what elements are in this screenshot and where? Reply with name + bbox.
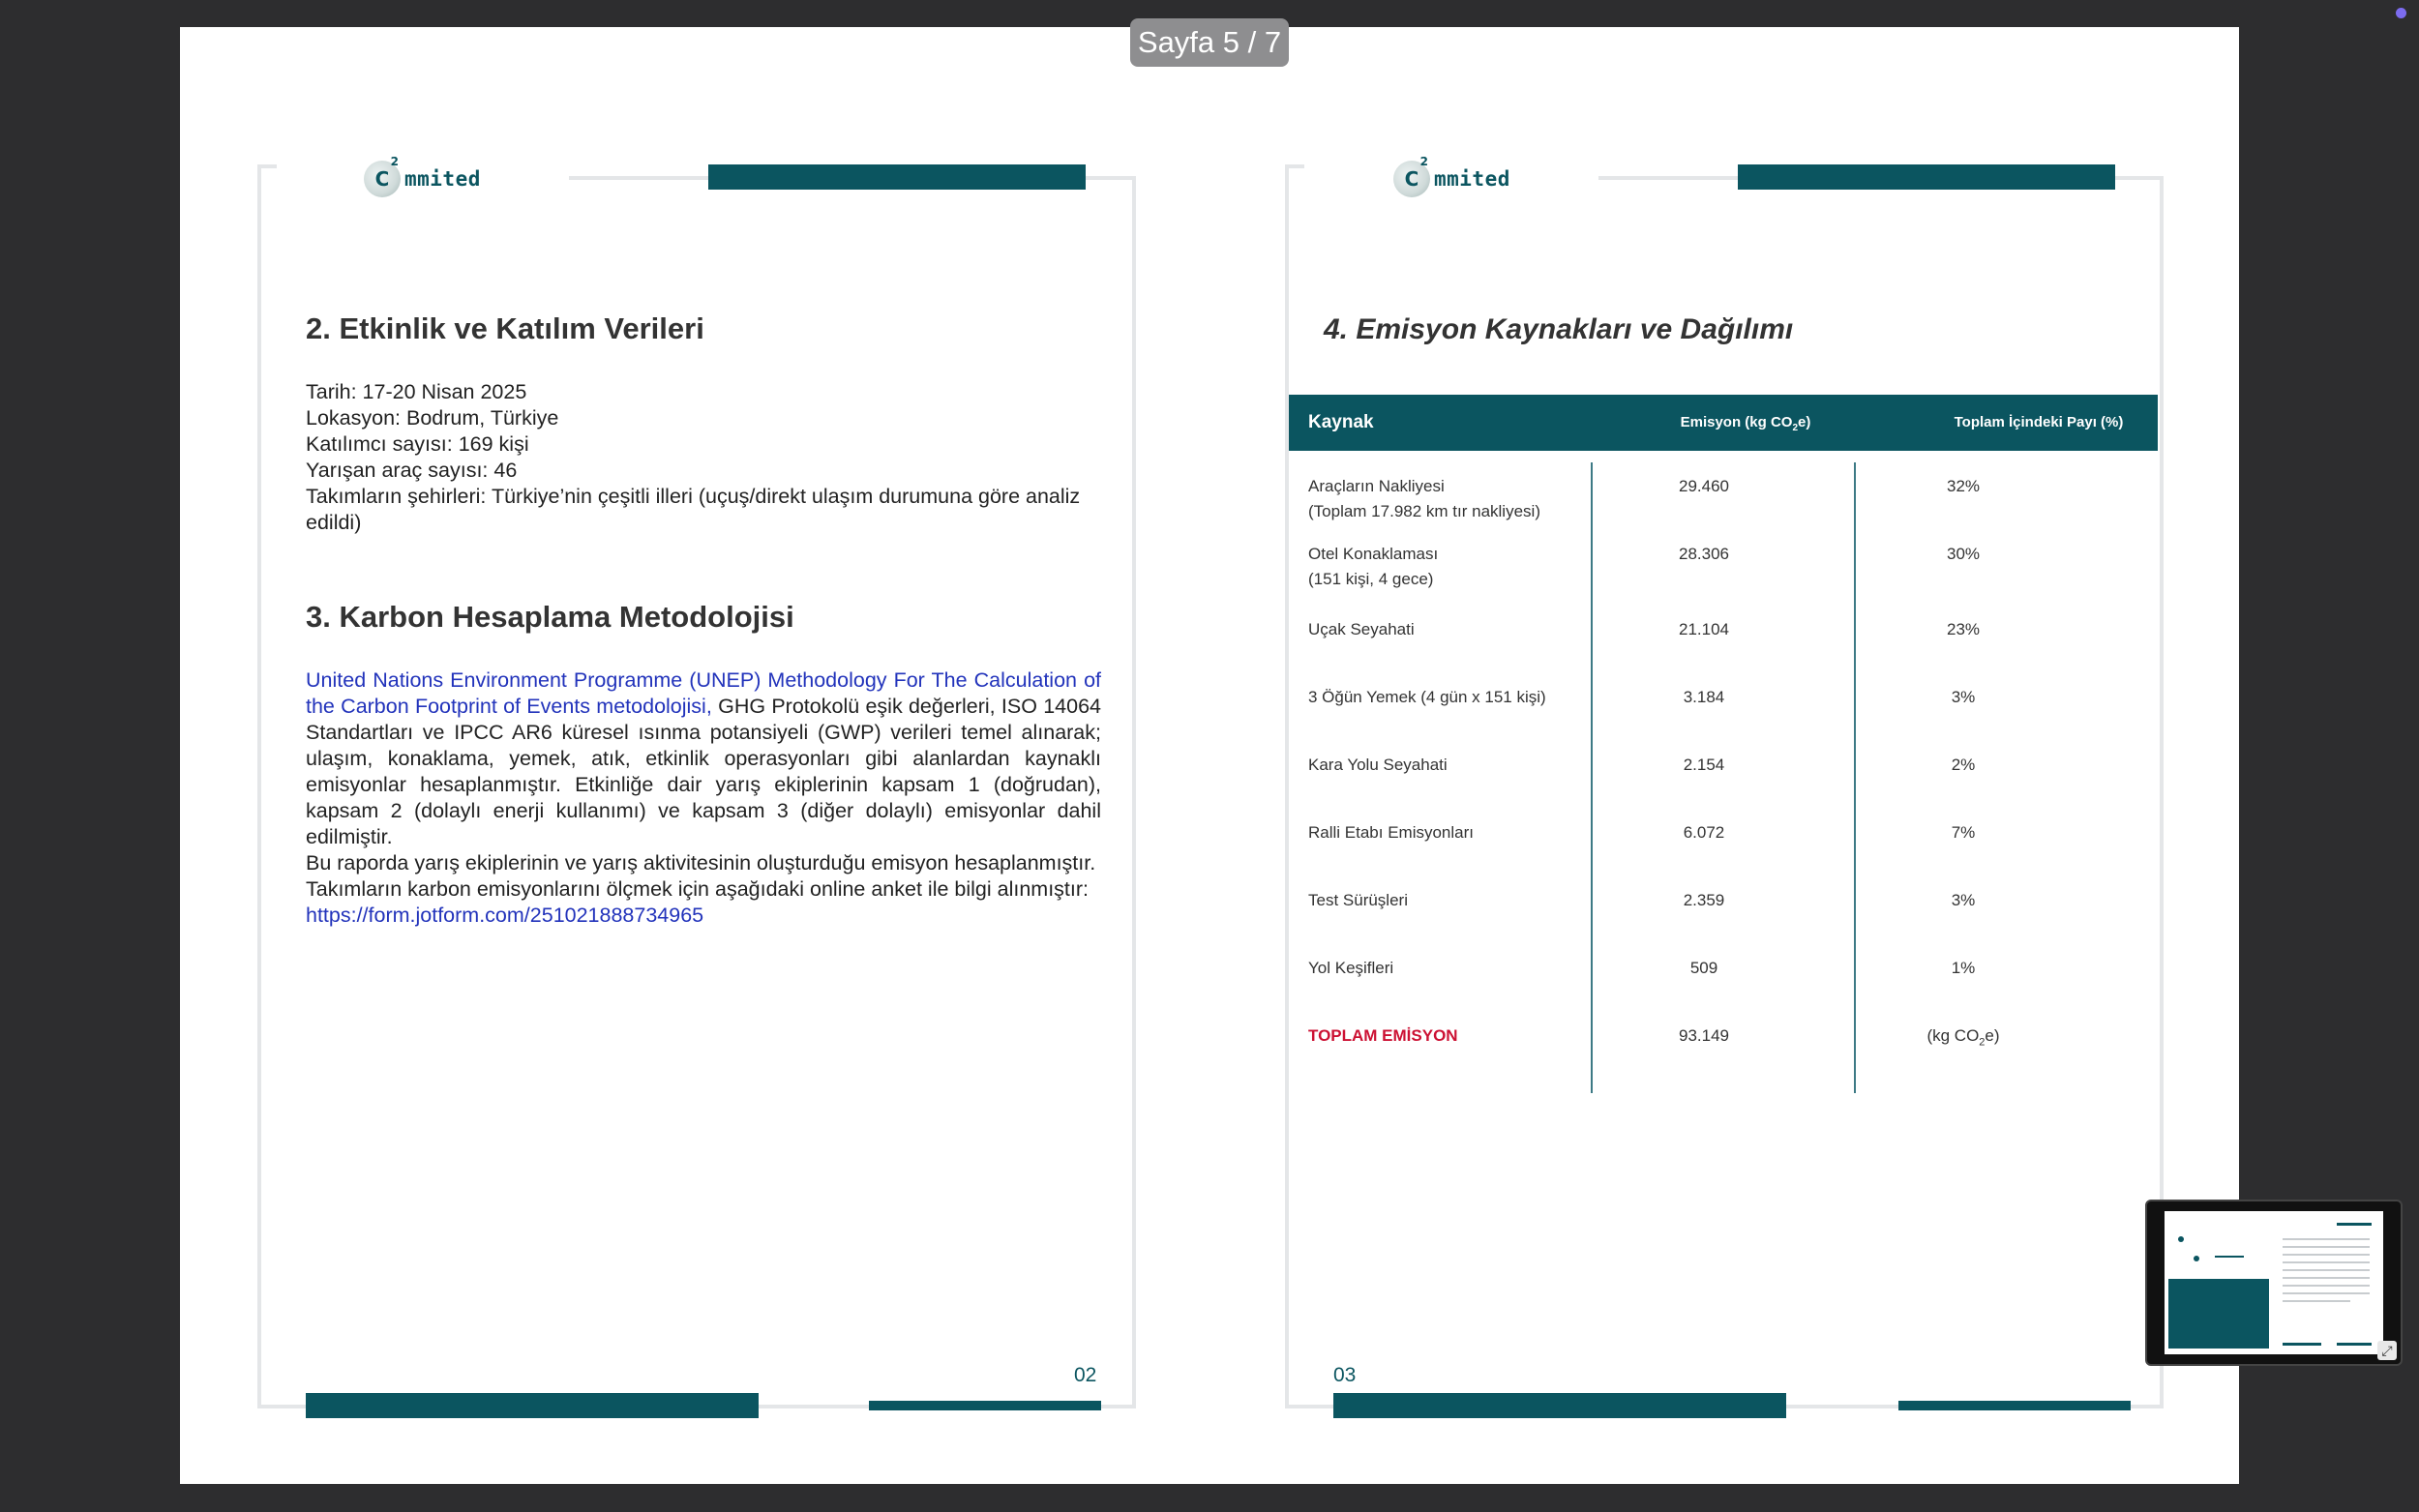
globe-icon: C 2 (364, 161, 401, 197)
row-emission: 29.460 (1679, 477, 1729, 495)
globe-icon: C 2 (1393, 161, 1430, 197)
column-header-source: Kaynak (1308, 412, 1374, 432)
row-note: (151 kişi, 4 gece) (1308, 570, 1434, 588)
page-02 (257, 155, 1136, 1408)
row-share: 30% (1946, 545, 1981, 563)
frame-line (257, 164, 261, 1408)
table-row (1308, 474, 2160, 522)
footer-accent-bar (1898, 1401, 2131, 1410)
frame-line (1080, 176, 1136, 180)
page-03 (1285, 155, 2164, 1408)
thumbnail-right-page (2279, 1217, 2379, 1349)
frame-line (2113, 176, 2164, 180)
unep-link[interactable]: United Nations Environment Programme (UNEP) Methodology For The Calculation of the Carbon Footprint of Events metodolojisi, (306, 668, 1101, 718)
survey-form-link[interactable]: https://form.jotform.com/251021888734965 (306, 904, 704, 927)
row-share: 3% (1951, 891, 1976, 909)
table-row (1308, 617, 2160, 666)
company-logo: C 2 mmited (364, 161, 481, 197)
table-row (1308, 956, 2160, 1004)
section-title: 3. Karbon Hesaplama Metodolojisi (306, 600, 794, 634)
row-emission: 2.154 (1683, 756, 1725, 774)
table-row (1308, 685, 2160, 733)
team-cities: Takımların şehirleri: Türkiye’nin çeşitli illeri (uçuş/direkt ulaşım durumuna göre analiz edildi) (306, 485, 1081, 534)
header-accent-bar (1738, 164, 2115, 190)
table-row (1308, 753, 2160, 801)
row-emission: 6.072 (1683, 823, 1725, 842)
frame-line (1132, 176, 1136, 1408)
row-emission: 21.104 (1679, 620, 1729, 638)
frame-line (1285, 164, 1289, 1408)
page-number: 03 (1333, 1364, 1357, 1386)
total-emission: 93.149 (1679, 1026, 1729, 1045)
row-share: 1% (1951, 959, 1976, 977)
table-row (1308, 542, 2160, 590)
vehicle-count: Yarışan araç sayısı: 46 (306, 459, 518, 482)
row-share: 7% (1951, 823, 1976, 842)
table-row (1308, 888, 2160, 936)
page-number: 02 (1074, 1364, 1097, 1386)
row-note: (Toplam 17.982 km tır nakliyesi) (1308, 502, 1540, 520)
event-location: Lokasyon: Bodrum, Türkiye (306, 406, 559, 430)
row-source: Ralli Etabı Emisyonları (1308, 823, 1475, 842)
participant-count: Katılımcı sayısı: 169 kişi (306, 432, 529, 456)
row-source: Araçların Nakliyesi (Toplam 17.982 km tır nakliyesi) (1308, 474, 1598, 524)
row-source: 3 Öğün Yemek (4 gün x 151 kişi) (1308, 688, 1546, 706)
footer-accent-bar (1333, 1393, 1786, 1418)
thumbnail-preview (2165, 1211, 2383, 1354)
page-indicator: Sayfa 5 / 7 (1130, 18, 1289, 67)
status-dot (2396, 8, 2406, 18)
total-label: TOPLAM EMİSYON (1308, 1026, 1458, 1045)
total-unit: (kg $CO_2e$) (1926, 1026, 2000, 1049)
event-date: Tarih: 17-20 Nisan 2025 (306, 380, 527, 403)
section-title: 4. Emisyon Kaynakları ve Dağılımı (1324, 313, 1794, 345)
row-source: Uçak Seyahati (1308, 620, 1415, 638)
row-source: Kara Yolu Seyahati (1308, 756, 1448, 774)
row-emission: 509 (1689, 959, 1718, 977)
footer-accent-bar (869, 1401, 1101, 1410)
page-thumbnail-navigator[interactable] (2145, 1200, 2403, 1366)
thumbnail-left-page (2168, 1217, 2269, 1349)
resize-handle-icon[interactable]: ⤢ (2377, 1341, 2397, 1360)
column-header-emission: Emisyon (kg $CO_2e$) (1680, 414, 1811, 433)
row-source: Otel Konaklaması (151 kişi, 4 gece) (1308, 542, 1598, 592)
row-share: 2% (1951, 756, 1976, 774)
event-details (306, 379, 1109, 536)
row-emission: 28.306 (1679, 545, 1729, 563)
row-share: 23% (1946, 620, 1981, 638)
row-emission: 2.359 (1683, 891, 1725, 909)
company-logo: C 2 mmited (1393, 161, 1510, 197)
methodology-text: United Nations Environment Programme (UNEP) Methodology For The Calculation of the Carbon Footprint of Events metodolojisi, GHG Protokolü eşik değerleri, ISO 14064 Standartları ve IPCC AR6 küresel ısınma potansiyeli (GWP) verileri temel alınarak; ulaşım, konaklama, yemek, atık, etkinlik operasyonları gibi alanlardan kaynaklı emisyonlar hesaplanmıştır. Etkinliğe dair yarış ekiplerinin kapsam 1 (doğrudan), kapsam 2 (dolaylı enerji kullanımı) ve kapsam 3 (diğer dolaylı) emisyonlar dahil edilmiştir. Bu raporda yarış ekiplerinin ve yarış aktivitesinin oluşturduğu emisyon hesaplanmıştır. Takımların karbon emisyonlarını ölçmek için aşağıdaki online anket ile bilgi alınmıştır: https://form.jotform.com/251021888734965 (306, 668, 1101, 927)
column-header-share: Toplam İçindeki Payı (%) (1954, 414, 2124, 430)
frame-line (569, 176, 714, 180)
row-emission: 3.184 (1683, 688, 1725, 706)
row-share: 3% (1951, 688, 1976, 706)
row-share: 32% (1946, 477, 1981, 495)
row-source: Yol Keşifleri (1308, 959, 1394, 977)
section-title: 2. Etkinlik ve Katılım Verileri (306, 311, 704, 345)
emission-table-header (1289, 395, 2158, 451)
footer-accent-bar (306, 1393, 759, 1418)
table-row (1308, 820, 2160, 869)
row-source: Test Sürüşleri (1308, 891, 1408, 909)
table-total-row (1308, 1023, 2160, 1072)
header-accent-bar (708, 164, 1086, 190)
frame-line (1598, 176, 1744, 180)
